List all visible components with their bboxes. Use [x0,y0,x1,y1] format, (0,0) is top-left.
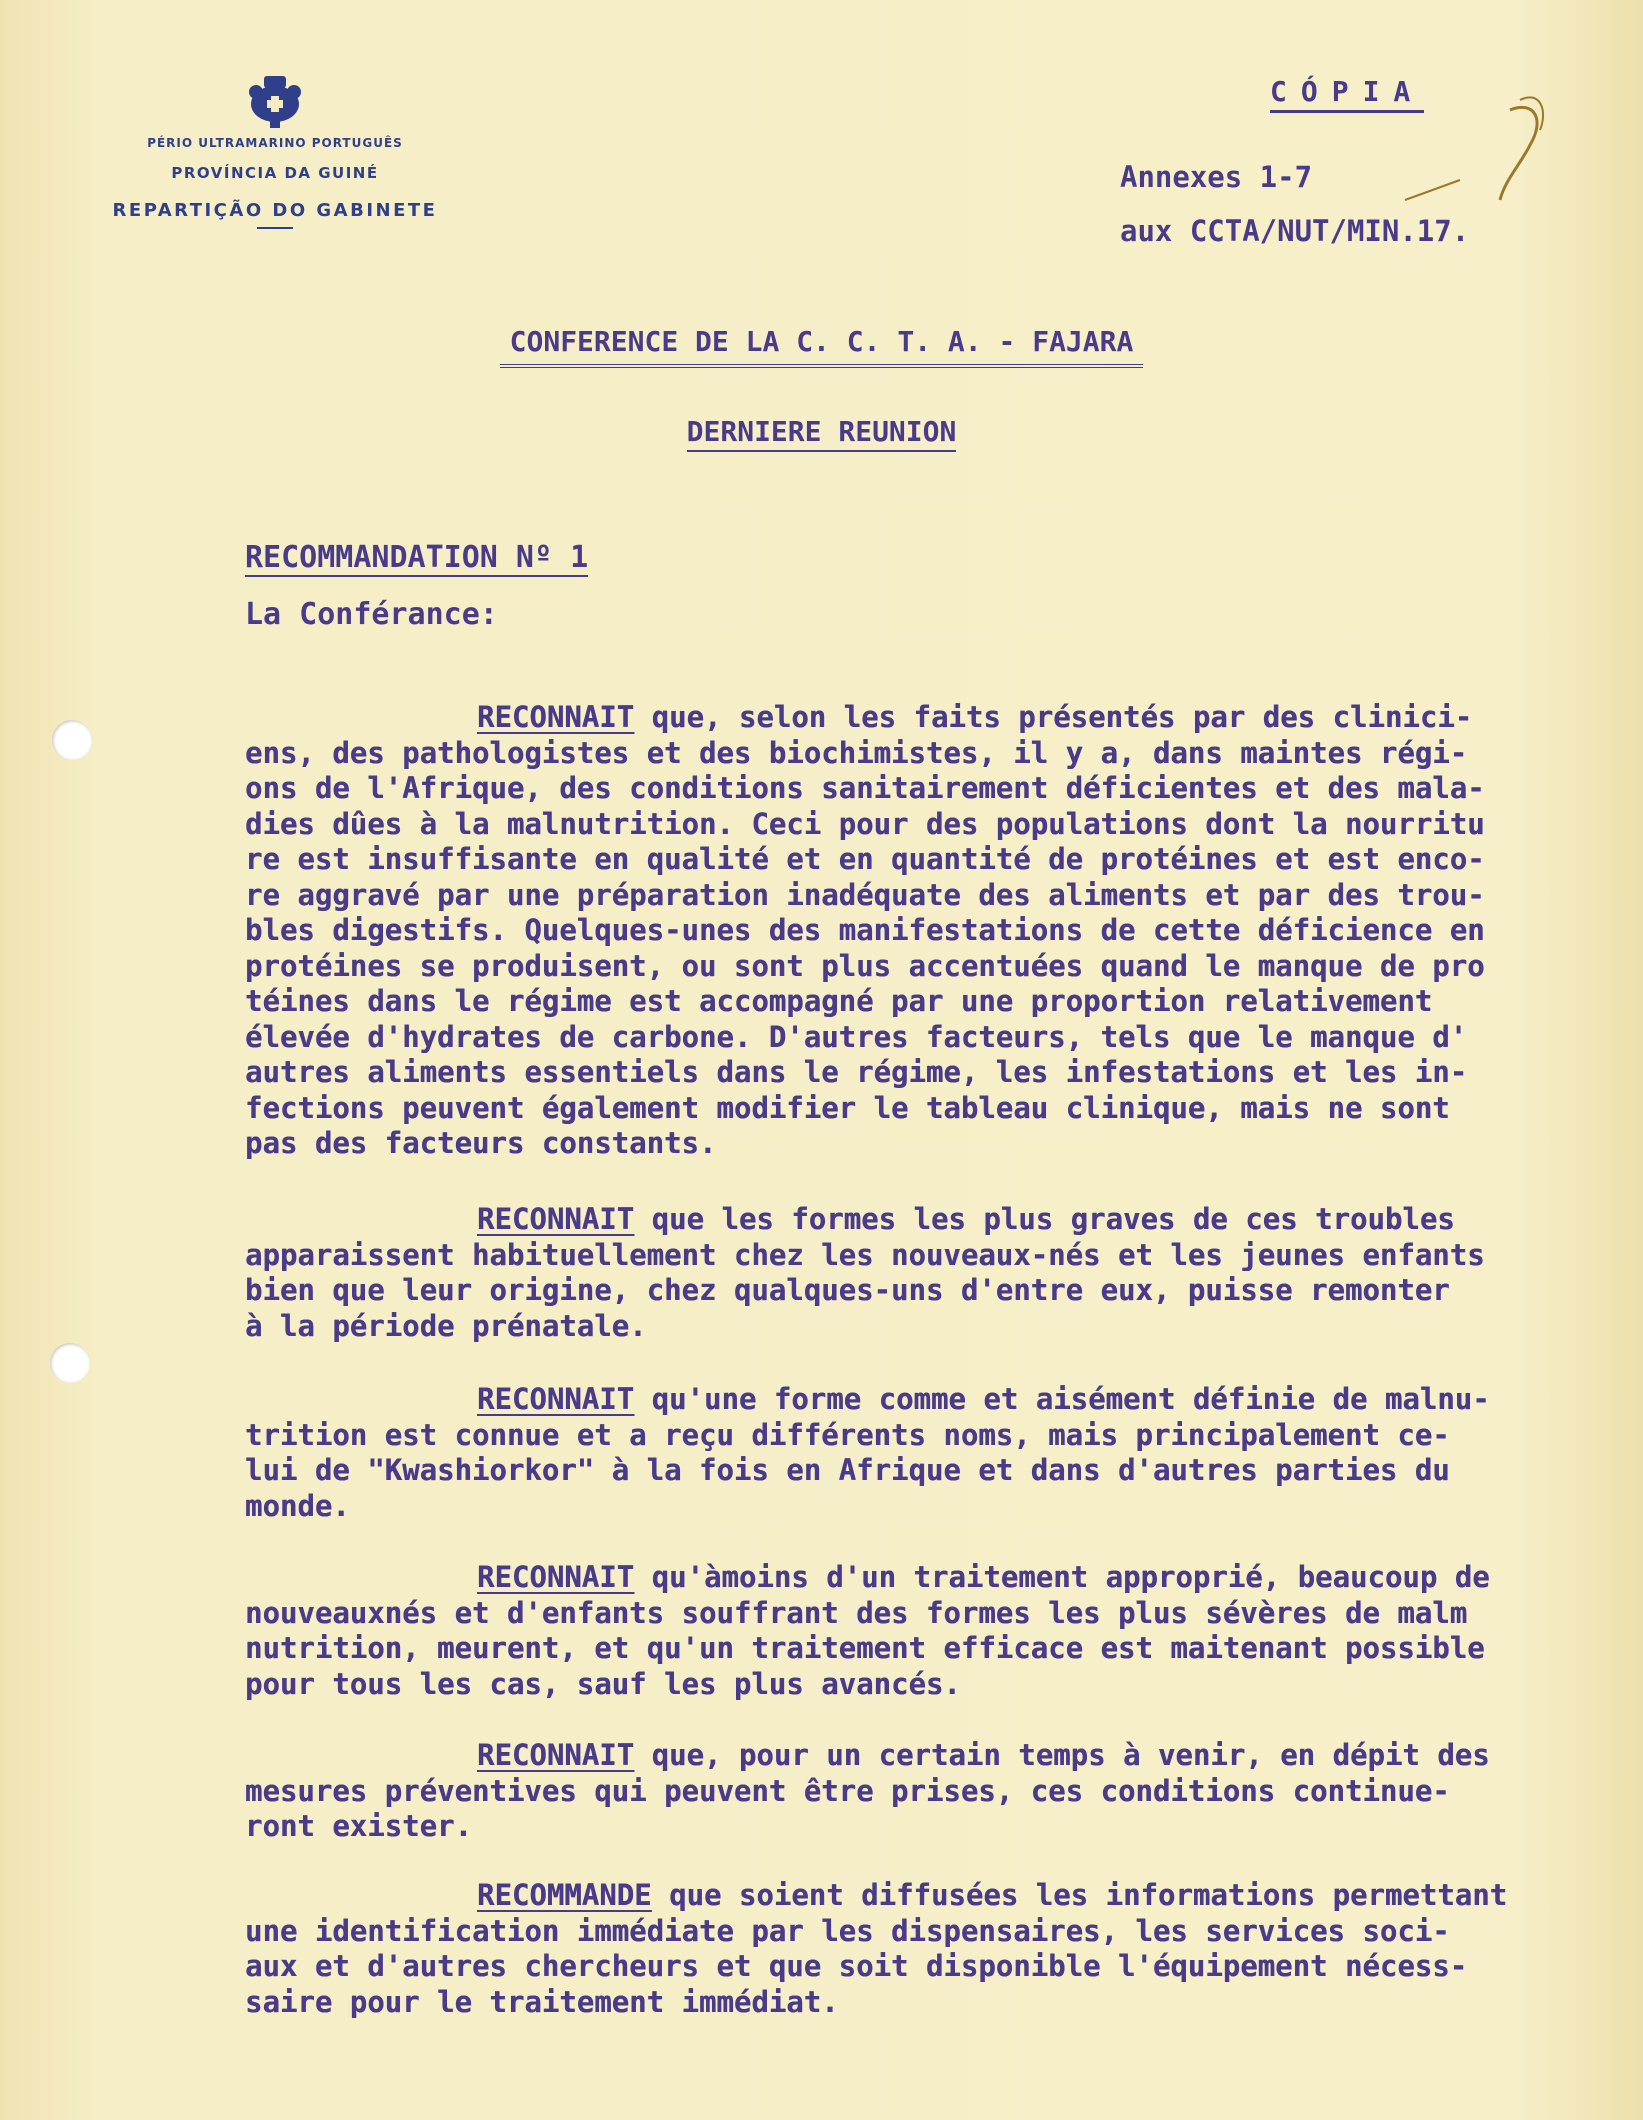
paragraph-2 [245,1202,1630,1344]
paragraph-1 [245,700,1630,1162]
crest-icon [240,70,310,130]
letterhead-rule [257,227,293,229]
paragraph-keyword: RECONNAIT [477,1382,635,1416]
paragraph-first-line: que, selon les faits présentés par des clinici- [634,700,1473,734]
copy-stamp: CÓPIA [1270,75,1424,113]
conference-title [0,325,1643,358]
paragraph-first-line: que soient diffusées les informations permettant [651,1878,1508,1912]
paragraph-text: trition est connue et a reçu différents noms, mais principalement ce- lui de "Kwashiorkor" à la fois en Afrique et dans d'autres parties du monde. [245,1417,1450,1523]
annex-line-1: Annexes 1-7 [1120,160,1313,194]
paragraph-text: mesures préventives qui peuvent être prises, ces conditions continue- ront exister. [245,1773,1450,1843]
paragraph-6 [245,1878,1630,2020]
annex-line-2: aux CCTA/NUT/MIN.17. [1120,214,1470,248]
paragraph-4 [245,1560,1630,1702]
conference-title-text: CONFERENCE DE LA C. C. T. A. - FAJARA [500,325,1144,368]
paragraph-text: apparaissent habituellement chez les nouveaux-nés et les jeunes enfants bien que leur origine, chez qualques-uns d'entre eux, puisse remonter à la période prénatale. [245,1237,1485,1343]
letterhead-department: REPARTIÇÃO DO GABINETE [112,200,438,221]
paragraph-keyword: RECONNAIT [477,1738,635,1772]
paragraph-keyword: RECOMMANDE [477,1878,652,1912]
paragraph-text: une identification immédiate par les dispensaires, les services soci- aux et d'autres chercheurs et que soit disponible l'équipement nécess- saire pour le traitement immédiat. [245,1913,1468,2019]
paragraph-keyword: RECONNAIT [477,700,635,734]
paragraph-keyword: RECONNAIT [477,1560,635,1594]
meeting-title [0,415,1643,448]
meeting-title-text: DERNIERE REUNION [687,415,957,452]
pencil-mark-icon [1400,90,1550,210]
recommendation-intro: La Conférance: [245,597,498,632]
letterhead-province: PROVÍNCIA DA GUINÉ [171,164,379,182]
paragraph-keyword: RECONNAIT [477,1202,635,1236]
paragraph-first-line: qu'une forme comme et aisément définie de malnu- [634,1382,1490,1416]
paragraph-text: ens, des pathologistes et des biochimistes, il y a, dans maintes régi- ons de l'Afrique, des conditions sanitairement déficientes et des mala- dies dûes à la malnutrition. Ceci pour des populations dont la nourritu re est insuffisante en qualité et en quantité de protéines et est enco- re aggravé par une préparation inadéquate des aliments et par des trou- bles digestifs. Quelques-unes des manifestations de cette déficience en protéines se produisent, ou sont plus accentuées quand le manque de pro téines dans le régime est accompagné par une proportion relativement élevée d'hydrates de carbone. D'autres facteurs, tels que le manque d' autres aliments essentiels dans le régime, les infestations et les in- fections peuvent également modifier le tableau clinique, mais ne sont pas des facteurs constants. [245,735,1485,1160]
letterhead [75,70,475,229]
punch-hole-bottom [50,1343,90,1383]
paragraph-3 [245,1382,1630,1524]
paragraph-text: nouveauxnés et d'enfants souffrant des formes les plus sévères de malm nutrition, meurent, et qu'un traitement efficace est maitenant possible pour tous les cas, sauf les plus avancés. [245,1595,1485,1701]
letterhead-empire: PÉRIO ULTRAMARINO PORTUGUÊS [147,136,403,150]
paragraph-first-line: que, pour un certain temps à venir, en dépit des [634,1738,1490,1772]
recommendation-heading: RECOMMANDATION Nº 1 [245,540,589,575]
punch-hole-top [52,720,92,760]
paragraph-5 [245,1738,1630,1845]
paragraph-first-line: que les formes les plus graves de ces troubles [634,1202,1455,1236]
paragraph-first-line: qu'àmoins d'un traitement approprié, beaucoup de [634,1560,1490,1594]
